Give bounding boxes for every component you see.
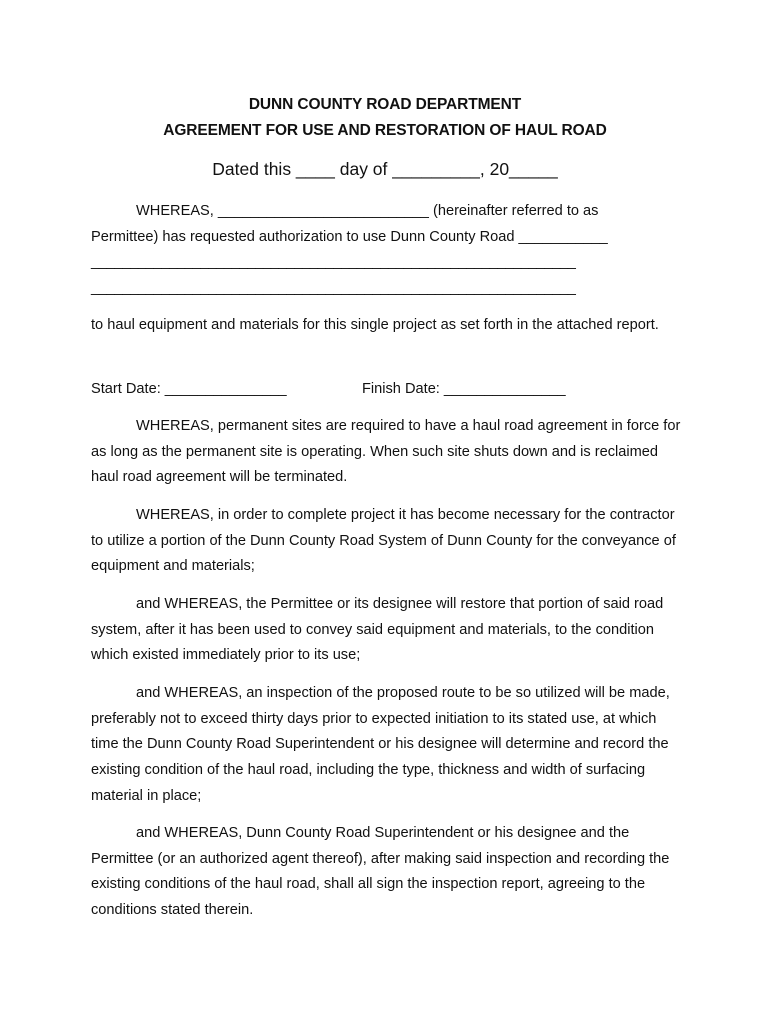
clause-paragraph xyxy=(91,414,681,491)
clause-paragraph xyxy=(91,592,681,669)
clause-text: WHEREAS, in order to complete project it has become necessary for the contractor to utilize a portion of the Dunn County Road System of Dunn County for the conveyance of equipment and materials; xyxy=(91,507,676,575)
clause-text: and WHEREAS, the Permittee or its designee will restore that portion of said road system, after it has been used to convey said equipment and materials, to the condition which existed immediately prior to its use; xyxy=(91,596,664,664)
dated-line: Dated this ____ day of _________, 20_____ xyxy=(212,159,558,179)
blank-line-1: ______________________________________________________________ xyxy=(91,254,576,270)
clause-paragraph xyxy=(91,503,681,580)
clause-paragraph xyxy=(91,821,681,924)
agreement-title: AGREEMENT FOR USE AND RESTORATION OF HAUL ROAD xyxy=(163,122,607,139)
department-heading: DUNN COUNTY ROAD DEPARTMENT xyxy=(248,96,522,113)
purpose-paragraph: to haul equipment and materials for this single project as set forth in the attached report. xyxy=(91,317,659,333)
start-date-field: Start Date: _______________ xyxy=(91,381,287,397)
blank-line-2: ______________________________________________________________ xyxy=(91,280,576,296)
finish-date-field: Finish Date: _______________ xyxy=(362,381,566,397)
road-request-line: Permittee) has requested authorization to use Dunn County Road ___________ xyxy=(91,229,608,245)
permittee-line: WHEREAS, __________________________ (hereinafter referred to as xyxy=(136,203,599,219)
clause-text: and WHEREAS, an inspection of the proposed route to be so utilized will be made, preferably not to exceed thirty days prior to expected initiation to its stated use, at which time the Dunn County Road Superintendent or his designee will determine and record the existing condition of the haul road, including the type, thickness and width of surfacing material in place; xyxy=(91,685,670,804)
clause-paragraph xyxy=(91,681,681,810)
clause-text: WHEREAS, permanent sites are required to have a haul road agreement in force for as long as the permanent site is operating. When such site shuts down and is reclaimed haul road agreement will be terminated. xyxy=(91,418,681,486)
clause-text: and WHEREAS, Dunn County Road Superintendent or his designee and the Permittee (or an authorized agent thereof), after making said inspection and recording the existing conditions of the haul road, shall all sign the inspection report, agreeing to the conditions stated therein. xyxy=(91,825,670,919)
